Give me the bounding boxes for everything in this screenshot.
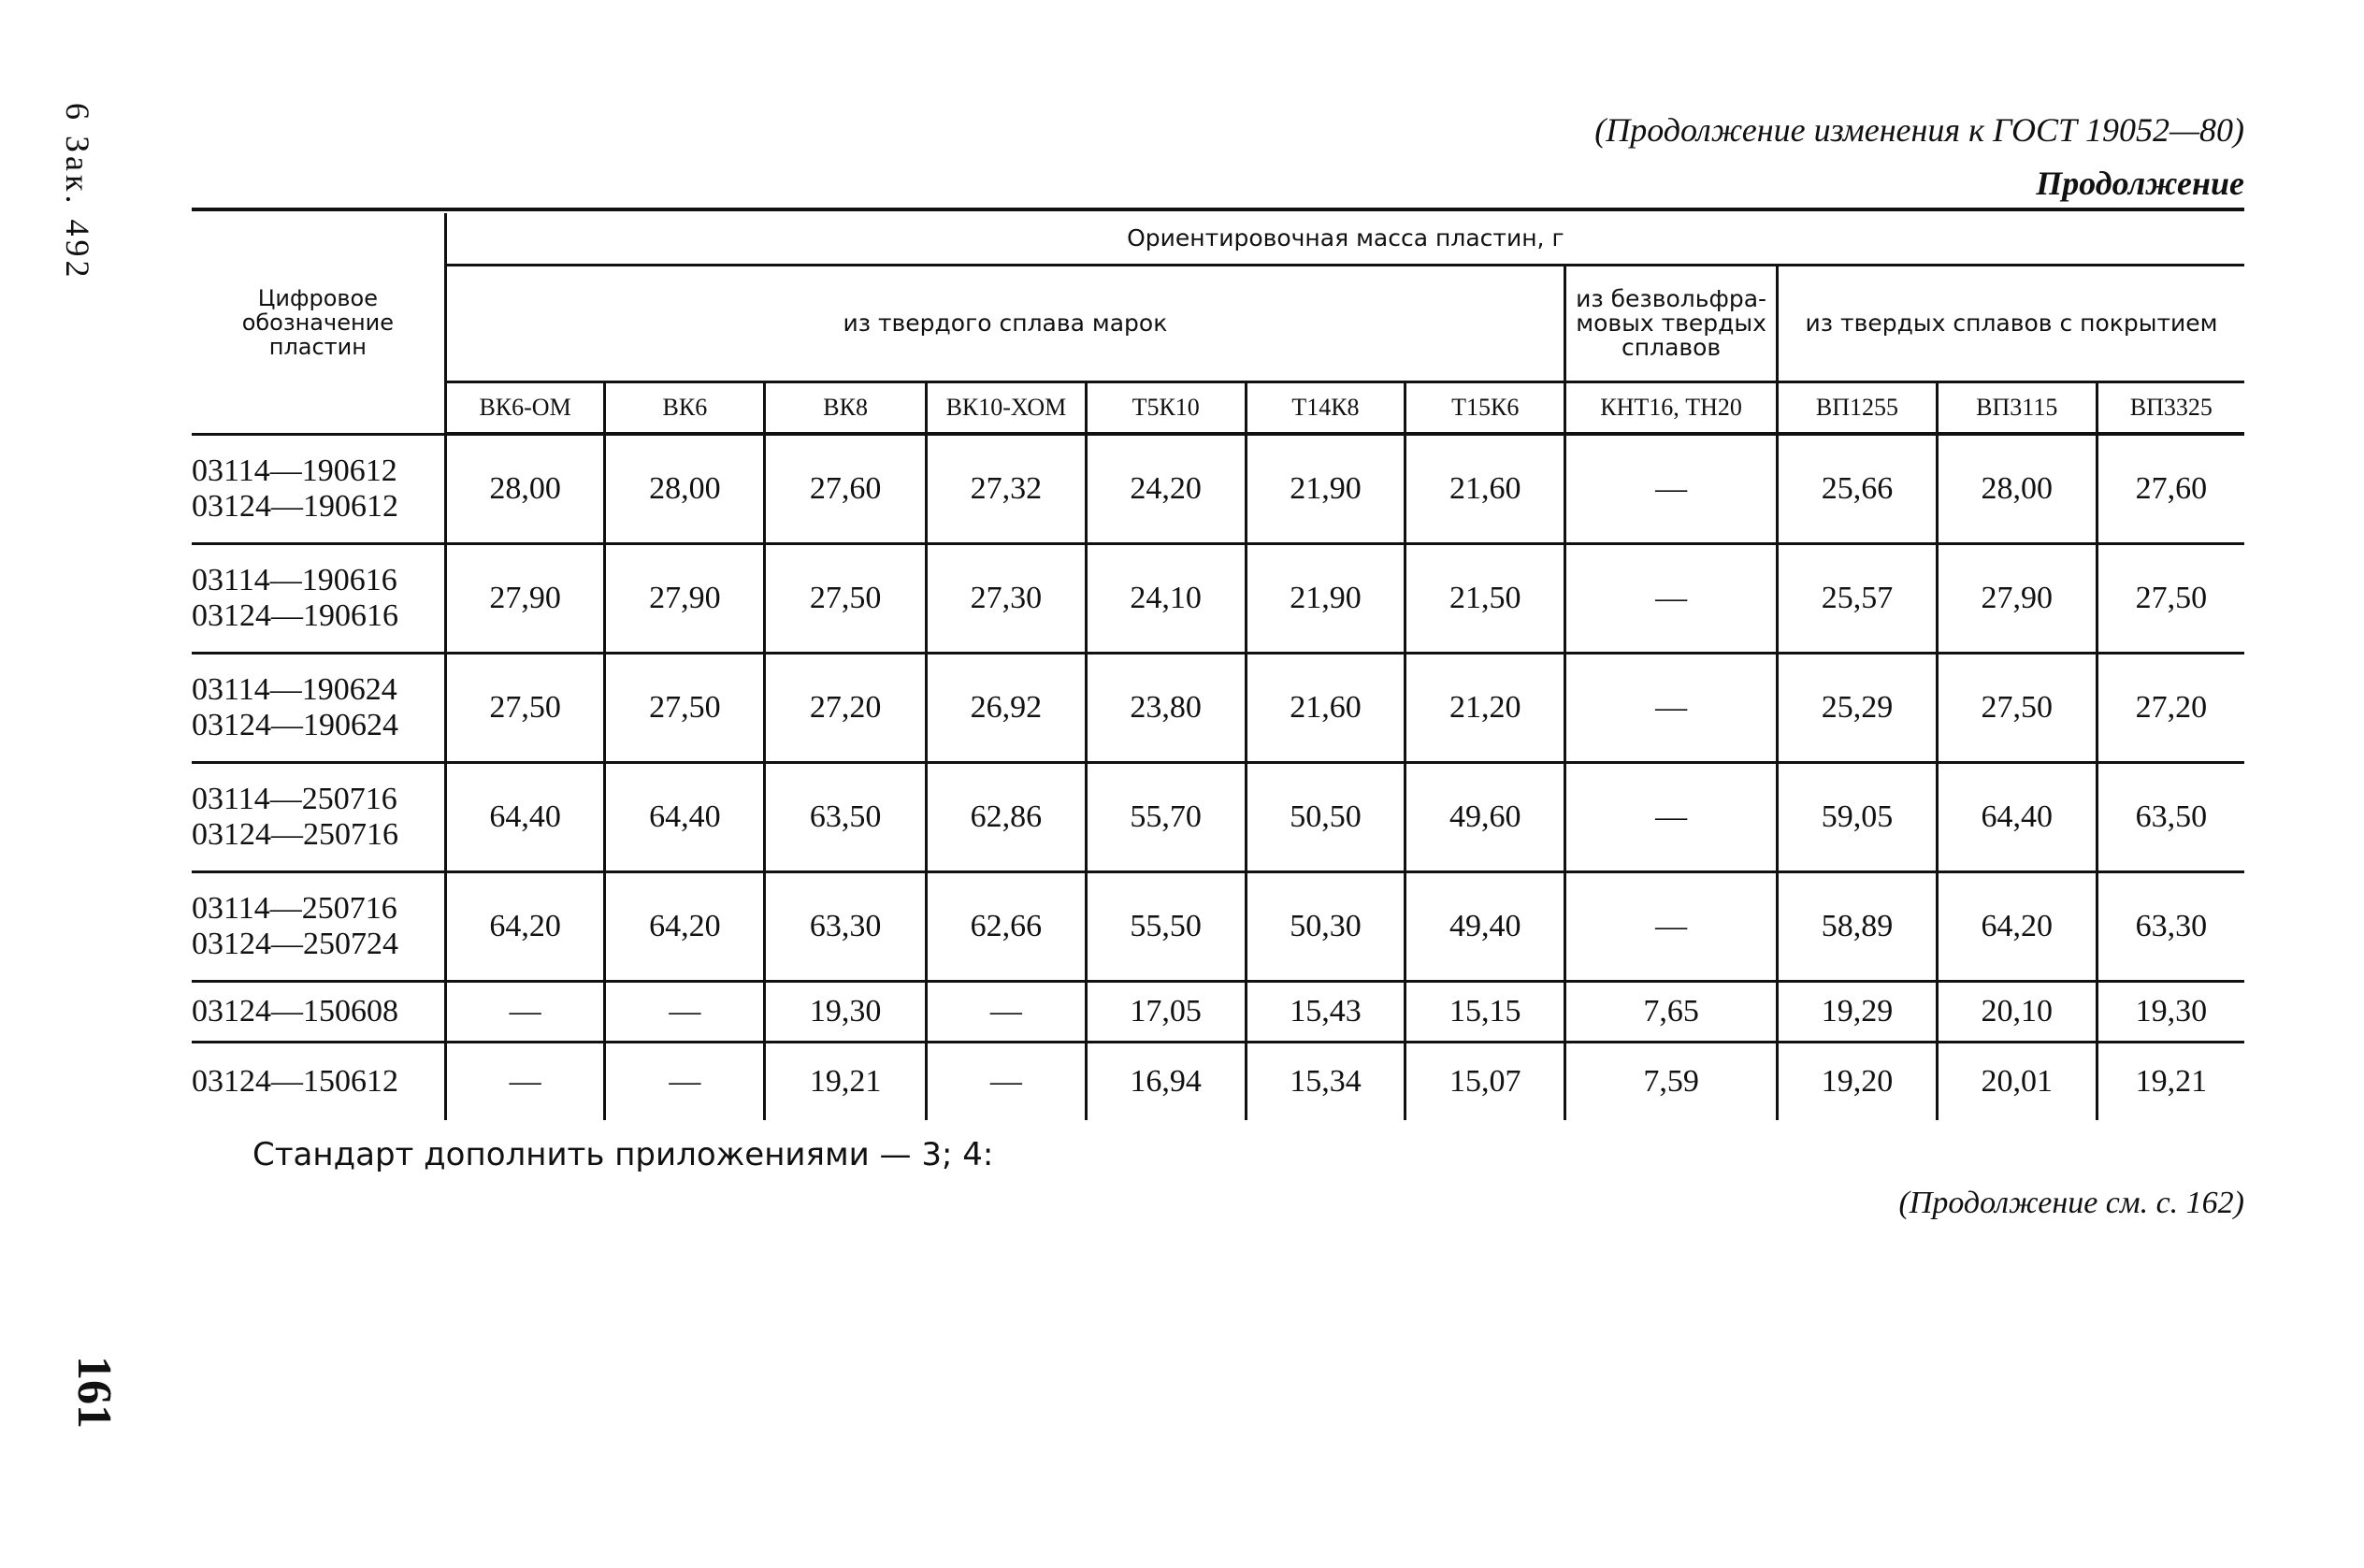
mass-value-cell: 49,40 — [1405, 872, 1565, 982]
column-header: ВК6 — [605, 382, 765, 435]
mass-value-cell: 21,90 — [1246, 434, 1405, 544]
plate-code: 03124—190624 — [192, 708, 398, 742]
plate-code-cell — [192, 982, 445, 1043]
mass-value-cell: 19,20 — [1778, 1043, 1938, 1121]
table-body — [192, 434, 2244, 1120]
mass-value-cell: 62,86 — [927, 763, 1087, 872]
mass-value-cell: 25,57 — [1778, 544, 1938, 654]
header-row-group — [192, 213, 2244, 266]
mass-value-cell: — — [1565, 763, 1778, 872]
side-margin-label: 6 Зак. 492 — [59, 103, 96, 281]
mass-value-cell: 55,50 — [1086, 872, 1246, 982]
mass-value-cell: 24,20 — [1086, 434, 1246, 544]
mass-value-cell: 15,43 — [1246, 982, 1405, 1043]
mass-value-cell: — — [1565, 872, 1778, 982]
mass-value-cell: 50,50 — [1246, 763, 1405, 872]
plate-code: 03124—150608 — [192, 994, 398, 1029]
plate-code-cell — [192, 434, 445, 544]
plate-code: 03124—150612 — [192, 1064, 398, 1099]
continuation-word: Продолжение — [2036, 165, 2244, 202]
mass-value-cell: 64,20 — [605, 872, 765, 982]
mass-value-cell: 17,05 — [1086, 982, 1246, 1043]
mass-value-cell: 23,80 — [1086, 654, 1246, 763]
table-top-rule — [192, 208, 2244, 211]
mass-value-cell: 25,29 — [1778, 654, 1938, 763]
header-row-subgroups — [192, 266, 2244, 382]
table-row — [192, 434, 2244, 544]
mass-value-cell: 27,50 — [765, 544, 927, 654]
mass-value-cell: 27,90 — [1937, 544, 2097, 654]
mass-value-cell: 20,01 — [1937, 1043, 2097, 1121]
table-row — [192, 1043, 2244, 1121]
mass-value-cell: 27,20 — [765, 654, 927, 763]
column-header: КНТ16, ТН20 — [1565, 382, 1778, 435]
mass-value-cell: 7,65 — [1565, 982, 1778, 1043]
mass-value-cell: 62,66 — [927, 872, 1087, 982]
table-row — [192, 654, 2244, 763]
mass-value-cell: 27,50 — [2097, 544, 2244, 654]
mass-table — [192, 213, 2244, 1120]
plate-code: 03124—250716 — [192, 817, 398, 852]
mass-value-cell: 27,90 — [605, 544, 765, 654]
subgroup-hard-alloy: из твердого сплава марок — [445, 266, 1564, 382]
mass-value-cell: 27,32 — [927, 434, 1087, 544]
mass-value-cell: 20,10 — [1937, 982, 2097, 1043]
mass-value-cell: 50,30 — [1246, 872, 1405, 982]
column-header: ВК8 — [765, 382, 927, 435]
plate-code-cell — [192, 654, 445, 763]
mass-value-cell: 55,70 — [1086, 763, 1246, 872]
mass-value-cell: 7,59 — [1565, 1043, 1778, 1121]
mass-value-cell: 27,30 — [927, 544, 1087, 654]
mass-value-cell: 63,50 — [765, 763, 927, 872]
continuation-next: (Продолжение см. с. 162) — [1898, 1186, 2244, 1220]
mass-value-cell: 21,20 — [1405, 654, 1565, 763]
column-header: Т5К10 — [1086, 382, 1246, 435]
plate-code-cell — [192, 763, 445, 872]
mass-value-cell: 64,20 — [1937, 872, 2097, 982]
mass-value-cell: 15,34 — [1246, 1043, 1405, 1121]
mass-value-cell: 16,94 — [1086, 1043, 1246, 1121]
mass-value-cell: 19,30 — [765, 982, 927, 1043]
mass-value-cell: 27,90 — [445, 544, 605, 654]
mass-value-cell: 21,50 — [1405, 544, 1565, 654]
mass-value-cell: — — [605, 982, 765, 1043]
mass-value-cell: 63,50 — [2097, 763, 2244, 872]
mass-value-cell: 64,40 — [445, 763, 605, 872]
plate-code: 03124—190616 — [192, 598, 398, 633]
continuation-title: (Продолжение изменения к ГОСТ 19052—80) — [1594, 111, 2244, 149]
mass-value-cell: — — [1565, 654, 1778, 763]
column-header: ВК10-ХОМ — [927, 382, 1087, 435]
mass-value-cell: 28,00 — [605, 434, 765, 544]
mass-value-cell: 64,40 — [605, 763, 765, 872]
column-header: Т15К6 — [1405, 382, 1565, 435]
mass-value-cell: 63,30 — [765, 872, 927, 982]
column-header: ВК6-ОМ — [445, 382, 605, 435]
mass-value-cell: 59,05 — [1778, 763, 1938, 872]
mass-value-cell: 21,60 — [1246, 654, 1405, 763]
mass-value-cell: 27,60 — [2097, 434, 2244, 544]
mass-value-cell: 27,50 — [445, 654, 605, 763]
table-row — [192, 544, 2244, 654]
mass-value-cell: 28,00 — [1937, 434, 2097, 544]
header-row-columns — [192, 382, 2244, 435]
mass-value-cell: 58,89 — [1778, 872, 1938, 982]
mass-value-cell: 28,00 — [445, 434, 605, 544]
mass-value-cell: — — [1565, 434, 1778, 544]
page-number: 161 — [67, 1356, 121, 1429]
mass-value-cell: 15,15 — [1405, 982, 1565, 1043]
plate-code-cell — [192, 872, 445, 982]
mass-value-cell: 63,30 — [2097, 872, 2244, 982]
mass-value-cell: 19,21 — [2097, 1043, 2244, 1121]
mass-value-cell: 49,60 — [1405, 763, 1565, 872]
mass-value-cell: 24,10 — [1086, 544, 1246, 654]
mass-value-cell: 27,60 — [765, 434, 927, 544]
mass-value-cell: 21,60 — [1405, 434, 1565, 544]
group-header: Ориентировочная масса пластин, г — [445, 213, 2244, 266]
mass-value-cell: 25,66 — [1778, 434, 1938, 544]
mass-value-cell: 27,50 — [605, 654, 765, 763]
column-header: ВП3325 — [2097, 382, 2244, 435]
table-row — [192, 872, 2244, 982]
mass-value-cell: — — [605, 1043, 765, 1121]
mass-value-cell: 15,07 — [1405, 1043, 1565, 1121]
mass-value-cell: 64,20 — [445, 872, 605, 982]
plate-code: 03124—250724 — [192, 927, 398, 961]
appendix-note: Стандарт дополнить приложениями — 3; 4: — [252, 1136, 994, 1173]
mass-value-cell: — — [1565, 544, 1778, 654]
mass-value-cell: 21,90 — [1246, 544, 1405, 654]
mass-value-cell: — — [445, 982, 605, 1043]
mass-value-cell: 27,50 — [1937, 654, 2097, 763]
column-header: ВП1255 — [1778, 382, 1938, 435]
column-header: ВП3115 — [1937, 382, 2097, 435]
table-row — [192, 982, 2244, 1043]
mass-table-container — [192, 213, 2244, 1120]
mass-value-cell: — — [927, 982, 1087, 1043]
subgroup-coated: из твердых сплавов с покрытием — [1778, 266, 2244, 382]
mass-value-cell: 19,30 — [2097, 982, 2244, 1043]
plate-code: 03114—190612 — [192, 453, 397, 488]
mass-value-cell: 64,40 — [1937, 763, 2097, 872]
column-header: Т14К8 — [1246, 382, 1405, 435]
mass-value-cell: 19,29 — [1778, 982, 1938, 1043]
table-row — [192, 763, 2244, 872]
plate-code-cell — [192, 544, 445, 654]
subgroup-tungsten-free: из безвольфра-мовых твердых сплавов — [1565, 266, 1778, 382]
plate-code: 03114—190624 — [192, 672, 397, 707]
plate-code: 03114—250716 — [192, 782, 397, 816]
plate-code: 03114—250716 — [192, 891, 397, 926]
mass-value-cell: 26,92 — [927, 654, 1087, 763]
mass-value-cell: — — [445, 1043, 605, 1121]
plate-code: 03114—190616 — [192, 563, 397, 597]
plate-code: 03124—190612 — [192, 488, 398, 524]
mass-value-cell: 27,20 — [2097, 654, 2244, 763]
stub-header: Цифровое обозначение пластин — [192, 213, 445, 434]
mass-value-cell: 19,21 — [765, 1043, 927, 1121]
plate-code-cell — [192, 1043, 445, 1121]
mass-value-cell: — — [927, 1043, 1087, 1121]
